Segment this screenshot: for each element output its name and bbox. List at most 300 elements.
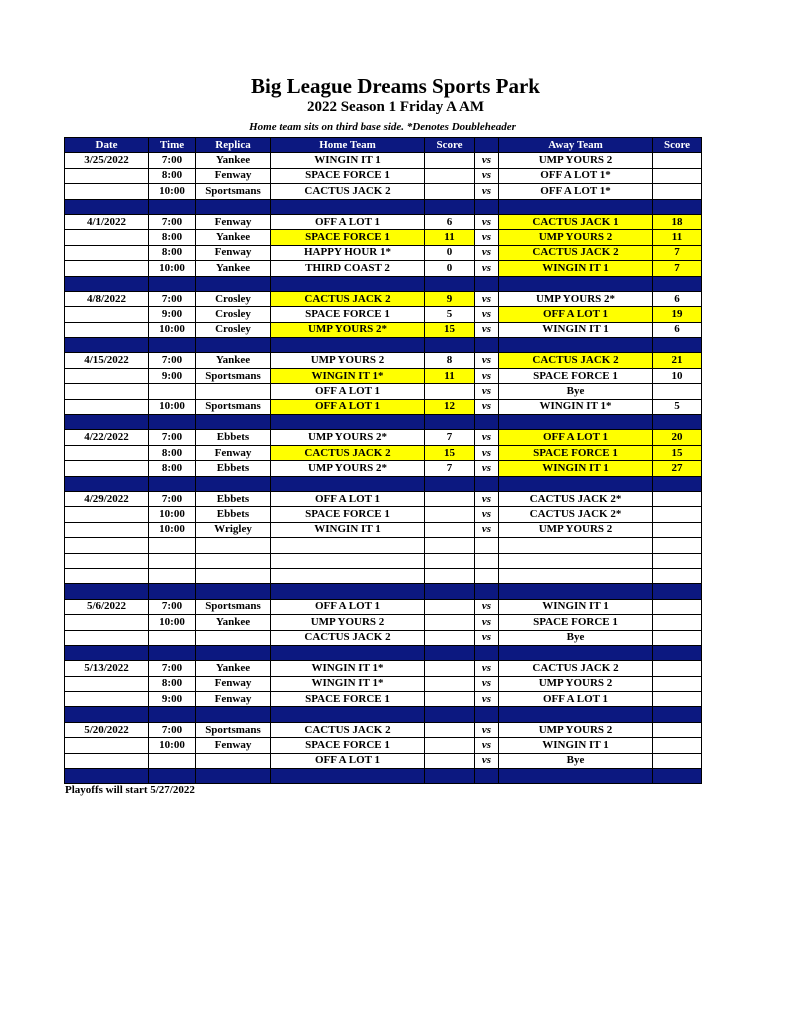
- cell-away-score: 6: [653, 322, 702, 337]
- cell-away-team: WINGIN IT 1: [499, 322, 653, 337]
- cell-home-team: SPACE FORCE 1: [271, 307, 425, 322]
- cell-vs: [475, 553, 499, 568]
- cell-home-team: [271, 538, 425, 553]
- cell-away-score: 18: [653, 214, 702, 229]
- cell-home-team: SPACE FORCE 1: [271, 230, 425, 245]
- cell-home-team: WINGIN IT 1*: [271, 676, 425, 691]
- cell-date: 4/15/2022: [65, 353, 149, 368]
- cell-home-team: OFF A LOT 1: [271, 214, 425, 229]
- cell-time: 7:00: [149, 291, 196, 306]
- cell-away-score: [653, 630, 702, 645]
- cell-home-team: OFF A LOT 1: [271, 384, 425, 399]
- cell-time: 7:00: [149, 353, 196, 368]
- page-title: Big League Dreams Sports Park: [251, 74, 540, 98]
- cell-home-team: CACTUS JACK 2: [271, 184, 425, 199]
- separator-cell: [149, 707, 196, 722]
- cell-away-team: CACTUS JACK 2*: [499, 507, 653, 522]
- cell-date: 3/25/2022: [65, 153, 149, 168]
- cell-vs: vs: [475, 307, 499, 322]
- separator-cell: [499, 707, 653, 722]
- cell-away-team: OFF A LOT 1: [499, 307, 653, 322]
- cell-away-score: 6: [653, 291, 702, 306]
- cell-date: [65, 245, 149, 260]
- cell-away-team: CACTUS JACK 1: [499, 214, 653, 229]
- cell-time: 10:00: [149, 322, 196, 337]
- cell-away-score: [653, 615, 702, 630]
- cell-replica: Fenway: [196, 445, 271, 460]
- cell-date: [65, 461, 149, 476]
- separator-cell: [653, 338, 702, 353]
- cell-date: 5/6/2022: [65, 599, 149, 614]
- cell-vs: vs: [475, 399, 499, 414]
- cell-replica: [196, 553, 271, 568]
- separator-row: [65, 199, 702, 214]
- separator-cell: [425, 276, 475, 291]
- cell-home-team: CACTUS JACK 2: [271, 722, 425, 737]
- cell-vs: vs: [475, 153, 499, 168]
- cell-replica: Sportsmans: [196, 399, 271, 414]
- cell-home-score: [425, 184, 475, 199]
- cell-time: 10:00: [149, 738, 196, 753]
- cell-replica: Fenway: [196, 692, 271, 707]
- separator-cell: [271, 769, 425, 784]
- cell-replica: [196, 630, 271, 645]
- cell-away-team: Bye: [499, 630, 653, 645]
- cell-away-score: [653, 522, 702, 537]
- cell-replica: [196, 568, 271, 583]
- cell-home-team: CACTUS JACK 2: [271, 445, 425, 460]
- cell-replica: Crosley: [196, 307, 271, 322]
- table-row: [65, 214, 702, 229]
- cell-away-team: [499, 553, 653, 568]
- separator-cell: [475, 276, 499, 291]
- cell-vs: vs: [475, 615, 499, 630]
- table-row: [65, 553, 702, 568]
- cell-away-score: 5: [653, 399, 702, 414]
- cell-vs: vs: [475, 722, 499, 737]
- cell-replica: Fenway: [196, 168, 271, 183]
- cell-home-team: UMP YOURS 2*: [271, 322, 425, 337]
- cell-date: [65, 553, 149, 568]
- cell-replica: Fenway: [196, 738, 271, 753]
- table-row: [65, 491, 702, 506]
- cell-home-score: 6: [425, 214, 475, 229]
- separator-cell: [499, 476, 653, 491]
- separator-cell: [271, 584, 425, 599]
- separator-cell: [196, 584, 271, 599]
- cell-home-score: 15: [425, 445, 475, 460]
- col-header-away-team: Away Team: [499, 138, 653, 153]
- cell-time: 7:00: [149, 599, 196, 614]
- cell-home-score: 15: [425, 322, 475, 337]
- separator-cell: [65, 276, 149, 291]
- cell-home-team: HAPPY HOUR 1*: [271, 245, 425, 260]
- separator-cell: [653, 276, 702, 291]
- cell-home-score: [425, 676, 475, 691]
- separator-cell: [653, 707, 702, 722]
- cell-date: [65, 692, 149, 707]
- separator-cell: [653, 584, 702, 599]
- cell-away-team: WINGIN IT 1: [499, 738, 653, 753]
- cell-vs: vs: [475, 661, 499, 676]
- cell-date: [65, 307, 149, 322]
- cell-time: 9:00: [149, 692, 196, 707]
- separator-cell: [149, 584, 196, 599]
- cell-away-team: OFF A LOT 1: [499, 692, 653, 707]
- col-header-replica: Replica: [196, 138, 271, 153]
- cell-replica: Sportsmans: [196, 722, 271, 737]
- separator-cell: [499, 338, 653, 353]
- separator-cell: [196, 769, 271, 784]
- cell-home-score: [425, 722, 475, 737]
- cell-home-team: SPACE FORCE 1: [271, 507, 425, 522]
- cell-home-team: OFF A LOT 1: [271, 491, 425, 506]
- cell-replica: Yankee: [196, 153, 271, 168]
- cell-away-score: 7: [653, 261, 702, 276]
- cell-date: [65, 322, 149, 337]
- table-row: [65, 322, 702, 337]
- cell-date: [65, 230, 149, 245]
- separator-cell: [149, 338, 196, 353]
- table-row: [65, 630, 702, 645]
- table-row: [65, 291, 702, 306]
- cell-time: 8:00: [149, 168, 196, 183]
- table-row: [65, 738, 702, 753]
- cell-date: 4/8/2022: [65, 291, 149, 306]
- col-header-time: Time: [149, 138, 196, 153]
- col-header-vs: [475, 138, 499, 153]
- separator-row: [65, 584, 702, 599]
- cell-away-score: [653, 692, 702, 707]
- page-subtitle: 2022 Season 1 Friday A AM: [306, 99, 485, 115]
- cell-away-team: SPACE FORCE 1: [499, 368, 653, 383]
- cell-replica: Fenway: [196, 214, 271, 229]
- table-row: [65, 368, 702, 383]
- cell-home-team: WINGIN IT 1*: [271, 661, 425, 676]
- cell-away-score: 19: [653, 307, 702, 322]
- table-row: [65, 168, 702, 183]
- separator-cell: [475, 707, 499, 722]
- cell-home-team: WINGIN IT 1*: [271, 368, 425, 383]
- cell-vs: vs: [475, 245, 499, 260]
- table-row: [65, 307, 702, 322]
- cell-date: [65, 676, 149, 691]
- cell-away-team: UMP YOURS 2*: [499, 291, 653, 306]
- cell-time: [149, 630, 196, 645]
- cell-home-team: OFF A LOT 1: [271, 399, 425, 414]
- table-row: [65, 399, 702, 414]
- separator-row: [65, 415, 702, 430]
- cell-replica: Sportsmans: [196, 599, 271, 614]
- separator-row: [65, 707, 702, 722]
- cell-vs: vs: [475, 630, 499, 645]
- cell-home-score: [425, 168, 475, 183]
- col-header-away-score: Score: [653, 138, 702, 153]
- cell-away-team: Bye: [499, 753, 653, 768]
- separator-cell: [425, 415, 475, 430]
- cell-time: 8:00: [149, 245, 196, 260]
- cell-away-team: UMP YOURS 2: [499, 522, 653, 537]
- cell-home-score: [425, 738, 475, 753]
- cell-date: [65, 538, 149, 553]
- cell-vs: vs: [475, 599, 499, 614]
- cell-time: 9:00: [149, 307, 196, 322]
- separator-cell: [196, 415, 271, 430]
- cell-vs: vs: [475, 322, 499, 337]
- cell-away-score: 15: [653, 445, 702, 460]
- cell-time: 10:00: [149, 615, 196, 630]
- cell-vs: vs: [475, 230, 499, 245]
- separator-cell: [499, 584, 653, 599]
- cell-date: 4/22/2022: [65, 430, 149, 445]
- cell-away-team: WINGIN IT 1*: [499, 399, 653, 414]
- separator-cell: [475, 584, 499, 599]
- cell-date: [65, 399, 149, 414]
- cell-time: 7:00: [149, 153, 196, 168]
- table-row: [65, 184, 702, 199]
- table-row: [65, 599, 702, 614]
- separator-cell: [499, 199, 653, 214]
- cell-date: [65, 168, 149, 183]
- cell-home-score: [425, 692, 475, 707]
- cell-home-score: [425, 630, 475, 645]
- separator-cell: [653, 645, 702, 660]
- separator-cell: [425, 338, 475, 353]
- cell-home-team: SPACE FORCE 1: [271, 168, 425, 183]
- cell-home-score: 12: [425, 399, 475, 414]
- separator-cell: [65, 584, 149, 599]
- separator-cell: [196, 476, 271, 491]
- cell-replica: Ebbets: [196, 430, 271, 445]
- cell-time: 10:00: [149, 184, 196, 199]
- cell-home-score: 0: [425, 245, 475, 260]
- cell-away-score: [653, 153, 702, 168]
- cell-away-score: [653, 507, 702, 522]
- separator-row: [65, 276, 702, 291]
- cell-replica: Wrigley: [196, 522, 271, 537]
- cell-home-score: 11: [425, 368, 475, 383]
- schedule-table: [64, 137, 702, 784]
- cell-away-score: 21: [653, 353, 702, 368]
- separator-cell: [425, 707, 475, 722]
- cell-away-team: OFF A LOT 1*: [499, 184, 653, 199]
- col-header-home-score: Score: [425, 138, 475, 153]
- table-row: [65, 430, 702, 445]
- separator-cell: [475, 476, 499, 491]
- cell-vs: [475, 538, 499, 553]
- cell-date: [65, 507, 149, 522]
- cell-home-team: UMP YOURS 2: [271, 353, 425, 368]
- cell-time: 10:00: [149, 399, 196, 414]
- cell-vs: vs: [475, 353, 499, 368]
- cell-vs: vs: [475, 522, 499, 537]
- separator-cell: [271, 276, 425, 291]
- table-row: [65, 384, 702, 399]
- schedule-note: Home team sits on third base side. *Denotes Doubleheader: [249, 121, 516, 133]
- cell-home-score: [425, 522, 475, 537]
- cell-away-score: 11: [653, 230, 702, 245]
- cell-replica: Fenway: [196, 245, 271, 260]
- cell-time: 10:00: [149, 261, 196, 276]
- cell-away-score: [653, 753, 702, 768]
- separator-cell: [271, 199, 425, 214]
- cell-replica: Ebbets: [196, 491, 271, 506]
- table-row: [65, 507, 702, 522]
- cell-replica: Yankee: [196, 230, 271, 245]
- separator-cell: [196, 645, 271, 660]
- cell-home-score: [425, 153, 475, 168]
- cell-replica: [196, 753, 271, 768]
- separator-cell: [271, 707, 425, 722]
- table-row: [65, 353, 702, 368]
- table-row: [65, 445, 702, 460]
- cell-home-team: OFF A LOT 1: [271, 599, 425, 614]
- cell-home-score: 7: [425, 461, 475, 476]
- cell-home-score: [425, 568, 475, 583]
- cell-vs: vs: [475, 692, 499, 707]
- cell-away-team: WINGIN IT 1: [499, 261, 653, 276]
- cell-home-score: 0: [425, 261, 475, 276]
- cell-vs: vs: [475, 214, 499, 229]
- cell-time: 7:00: [149, 661, 196, 676]
- cell-vs: vs: [475, 430, 499, 445]
- cell-home-team: UMP YOURS 2: [271, 615, 425, 630]
- cell-date: [65, 568, 149, 583]
- separator-cell: [271, 645, 425, 660]
- separator-cell: [65, 645, 149, 660]
- cell-away-team: UMP YOURS 2: [499, 676, 653, 691]
- cell-home-score: [425, 599, 475, 614]
- cell-home-team: THIRD COAST 2: [271, 261, 425, 276]
- cell-date: 4/29/2022: [65, 491, 149, 506]
- cell-away-team: WINGIN IT 1: [499, 599, 653, 614]
- cell-home-team: WINGIN IT 1: [271, 522, 425, 537]
- cell-away-team: CACTUS JACK 2*: [499, 491, 653, 506]
- cell-away-score: 20: [653, 430, 702, 445]
- cell-date: [65, 738, 149, 753]
- cell-away-score: [653, 491, 702, 506]
- cell-time: 8:00: [149, 676, 196, 691]
- cell-away-team: Bye: [499, 384, 653, 399]
- cell-time: [149, 568, 196, 583]
- cell-away-team: [499, 538, 653, 553]
- separator-cell: [475, 338, 499, 353]
- cell-away-team: SPACE FORCE 1: [499, 445, 653, 460]
- separator-cell: [65, 769, 149, 784]
- cell-home-team: SPACE FORCE 1: [271, 692, 425, 707]
- cell-date: [65, 615, 149, 630]
- col-header-home-team: Home Team: [271, 138, 425, 153]
- cell-away-score: [653, 568, 702, 583]
- separator-cell: [149, 476, 196, 491]
- separator-cell: [425, 645, 475, 660]
- cell-away-score: [653, 168, 702, 183]
- cell-date: [65, 753, 149, 768]
- cell-vs: [475, 568, 499, 583]
- cell-time: 10:00: [149, 522, 196, 537]
- cell-replica: Yankee: [196, 661, 271, 676]
- cell-home-score: 11: [425, 230, 475, 245]
- cell-time: [149, 753, 196, 768]
- cell-away-score: [653, 722, 702, 737]
- separator-cell: [65, 476, 149, 491]
- cell-away-team: UMP YOURS 2: [499, 722, 653, 737]
- cell-away-score: [653, 553, 702, 568]
- cell-away-score: [653, 538, 702, 553]
- separator-cell: [425, 476, 475, 491]
- cell-away-score: 10: [653, 368, 702, 383]
- cell-replica: Yankee: [196, 261, 271, 276]
- cell-home-score: [425, 507, 475, 522]
- separator-cell: [653, 476, 702, 491]
- separator-cell: [196, 276, 271, 291]
- cell-away-team: CACTUS JACK 2: [499, 661, 653, 676]
- cell-home-score: [425, 753, 475, 768]
- separator-cell: [65, 199, 149, 214]
- cell-time: 8:00: [149, 461, 196, 476]
- separator-cell: [196, 707, 271, 722]
- separator-cell: [65, 338, 149, 353]
- cell-home-team: WINGIN IT 1: [271, 153, 425, 168]
- cell-date: [65, 368, 149, 383]
- table-row: [65, 661, 702, 676]
- cell-time: 9:00: [149, 368, 196, 383]
- cell-date: 5/20/2022: [65, 722, 149, 737]
- cell-away-score: 27: [653, 461, 702, 476]
- cell-date: [65, 445, 149, 460]
- cell-away-score: [653, 661, 702, 676]
- table-row: [65, 568, 702, 583]
- separator-cell: [271, 476, 425, 491]
- cell-home-score: 8: [425, 353, 475, 368]
- separator-cell: [499, 645, 653, 660]
- cell-vs: vs: [475, 384, 499, 399]
- cell-home-score: [425, 491, 475, 506]
- cell-time: [149, 538, 196, 553]
- cell-away-team: WINGIN IT 1: [499, 461, 653, 476]
- cell-vs: vs: [475, 445, 499, 460]
- cell-replica: Crosley: [196, 322, 271, 337]
- cell-date: [65, 384, 149, 399]
- cell-home-score: [425, 384, 475, 399]
- cell-vs: vs: [475, 507, 499, 522]
- separator-cell: [653, 415, 702, 430]
- cell-away-score: [653, 184, 702, 199]
- table-row: [65, 753, 702, 768]
- cell-away-team: CACTUS JACK 2: [499, 353, 653, 368]
- cell-home-team: SPACE FORCE 1: [271, 738, 425, 753]
- separator-cell: [475, 645, 499, 660]
- cell-time: 7:00: [149, 722, 196, 737]
- separator-cell: [475, 769, 499, 784]
- table-row: [65, 153, 702, 168]
- cell-home-score: [425, 538, 475, 553]
- cell-home-team: UMP YOURS 2*: [271, 430, 425, 445]
- cell-away-team: UMP YOURS 2: [499, 230, 653, 245]
- separator-cell: [475, 199, 499, 214]
- cell-replica: Sportsmans: [196, 184, 271, 199]
- cell-time: 7:00: [149, 214, 196, 229]
- separator-cell: [499, 415, 653, 430]
- separator-cell: [271, 415, 425, 430]
- separator-cell: [149, 769, 196, 784]
- cell-replica: Fenway: [196, 676, 271, 691]
- cell-vs: vs: [475, 291, 499, 306]
- separator-cell: [499, 769, 653, 784]
- separator-row: [65, 476, 702, 491]
- col-header-date: Date: [65, 138, 149, 153]
- cell-replica: Yankee: [196, 353, 271, 368]
